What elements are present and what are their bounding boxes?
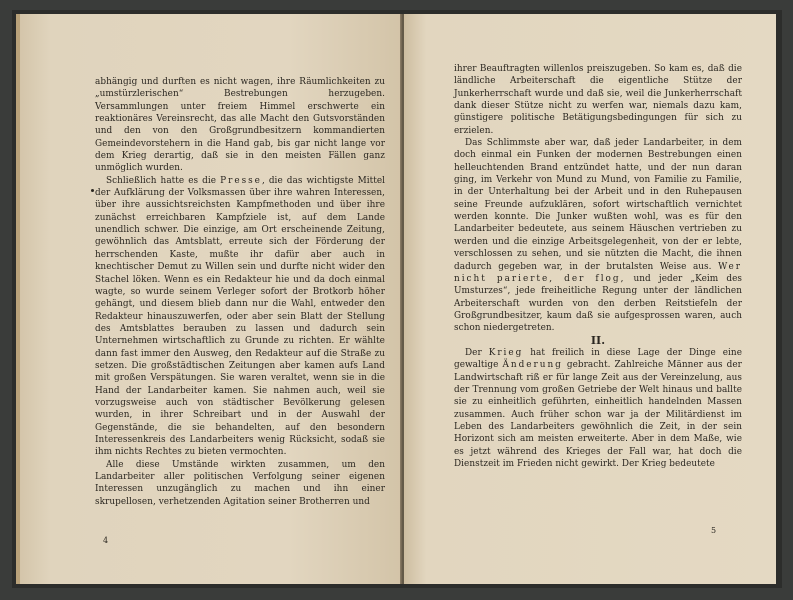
presse-emphasis: Presse bbox=[220, 175, 262, 186]
right-paragraph-2-main: Das Schlimmste aber war, daß jeder Landarbeiter, in dem doch einmal ein Funken der modernen Bestrebungen einen helleuchtenden Brand entzündet hatte, und der nun daran ging, im Verkehr von Mund zu Mund, von Familie zu Familie, in der Unterhaltung bei der Arbeit und in den Ruhepausen seine Freunde aufzuklären, sofort wirtschaftlich vernichtet werden konnte. Die Junker wußten wohl, was es für den Landarbeiter bedeutete, aus seinem Häuschen vertrieben zu werden und die einzige Arbeitsgelegenheit, von der er lebte, verschlossen zu sehen, und sie nützten die Macht, die ihnen dadurch gegeben war, in der brutalsten Weise aus. bbox=[454, 138, 742, 272]
parierte-emphasis: Wer nicht parierte, der flog, bbox=[454, 261, 742, 284]
krieg-start: Der bbox=[465, 347, 489, 358]
krieg-middle: hat freilich in diese Lage der Dinge eine gewaltige bbox=[454, 347, 743, 371]
right-paragraph-2-end: und jeder „Keim des Umsturzes“, jede freiheitliche Regung unter der ländlichen Arbeiterschaft wurden von den derben Reitstiefeln der Großgrundbesitzer, kaum daß sie aufgesprossen waren, auch schon niedergetreten. bbox=[454, 273, 742, 334]
aenderung-emphasis: Änderung bbox=[502, 360, 563, 371]
left-paragraph-2 bbox=[95, 175, 385, 459]
right-page-text bbox=[454, 63, 742, 470]
page-number-left: 4 bbox=[103, 536, 109, 545]
left-paragraph-2-end: auch von städtischer Bevölkerung gelesen wurden, in ihrer Schreibart und in der Auswahl der Gegenstände, die sie behandelten, auf den besondern Interessenkreis des Landarbeiters wenig Rücksicht, sodaß sie ihm nichts Rechtes zu bieten vermochten. bbox=[95, 397, 385, 458]
bullet-mark bbox=[91, 189, 94, 192]
section-heading: II. bbox=[590, 333, 606, 347]
book-spread bbox=[12, 10, 782, 588]
page-number-right: 5 bbox=[711, 526, 717, 535]
krieg-emphasis: Krieg bbox=[488, 347, 524, 358]
right-paragraph-2 bbox=[454, 137, 742, 335]
left-page bbox=[16, 14, 402, 584]
left-paragraph-2-start: Schließlich hatte es die bbox=[106, 175, 217, 186]
left-paragraph-3: Alle diese Umstände wirkten zusammen, um den Landarbeiter aller politischen Verfolgung seiner eigenen Interessen unzugänglich zu machen und ihn einer skrupellosen, verhetzenden Agitation seiner Brotherren und bbox=[95, 459, 385, 507]
right-paragraph-3-rest: gebracht. Zahlreiche Männer aus der Landwirtschaft riß er für lange Zeit aus der Vereinzelung, aus der Trennung vom großen Getriebe der Welt hinaus und ballte sie zu einheitlich geführten, einheitlich handelnden Massen zusammen. Auch früher schon war ja der Militärdienst im Leben des Landarbeiters gewöhnlich die Zeit, in der sein Horizont sich am meisten erweiterte. Aber in dem Maße, wie es jetzt während des Krieges der Fall war, hat doch die Dienstzeit im Frieden nicht gewirkt. Der Krieg bedeutete bbox=[454, 360, 742, 469]
left-paragraph-1: abhängig und durften es nicht wagen, ihre Räumlichkeiten zu „umstürzlerischen“ Bestrebungen herzugeben. Versammlungen unter freiem Himmel erschwerte ein reaktionäres Vereinsrecht, das alle Macht den Gutsvorständen und den von den Großgrundbesitzern kommandierten Gemeindevorstehern in die Hand gab, bis gar nicht lange vor dem Krieg derartig, daß sie in den meisten Fällen ganz unmöglich wurden. bbox=[95, 77, 385, 174]
right-page bbox=[404, 14, 776, 584]
right-paragraph-3 bbox=[454, 347, 742, 470]
left-page-text bbox=[95, 76, 385, 508]
left-paragraph-2-rest: , die das wichtigste Mittel der Aufklärung der Volksmassen über ihre wahren Interessen, über ihre aussichtsreichsten Kampfmethoden und über ihre zunächst erreichbaren Kampfziele ist, auf dem Lande unendlich schwer. Die einzige, am Ort erscheinende Zeitung, gewöhnlich das Amtsblatt, erreute sich der Förderung der herrschenden Kaste, mußte ihr dafür aber auch in knechtischer Demut zu Willen sein und durfte nicht wider den Stachel löken. Wenn es ein Redakteur hie und da doch einmal wagte, so wurde seinem Verleger sofort der Brotkorb höher gehängt, und diesem blieb dann nur die Wahl, entweder den Redakteur hinauszuwerfen, oder aber sein Blatt der Stellung des Amtsblattes berauben zu lassen und dadurch sein Unternehmen wirtschaftlich zu Grunde zu richten. Er wählte dann fast immer den Ausweg, den Redakteur auf die Straße zu setzen. Die großstädtischen Zeitungen aber kamen aufs Land mit großen Verspätungen. Sie waren veraltet, wenn sie in die Hand der Landarbeiter kamen. Sie nahmen auch, weil sie vorzugsweise bbox=[95, 175, 386, 408]
right-paragraph-1: ihrer Beauftragten willenlos preiszugeben. So kam es, daß die ländliche Arbeiterschaft die eigentliche Stütze der Junkerherrschaft wurde und daß sie, weil die Junkerherrschaft dank dieser Stütze nicht zu werfen war, niemals dazu kam, günstigere politische Betätigungsbedingungen für sich zu erzielen. bbox=[454, 64, 742, 136]
